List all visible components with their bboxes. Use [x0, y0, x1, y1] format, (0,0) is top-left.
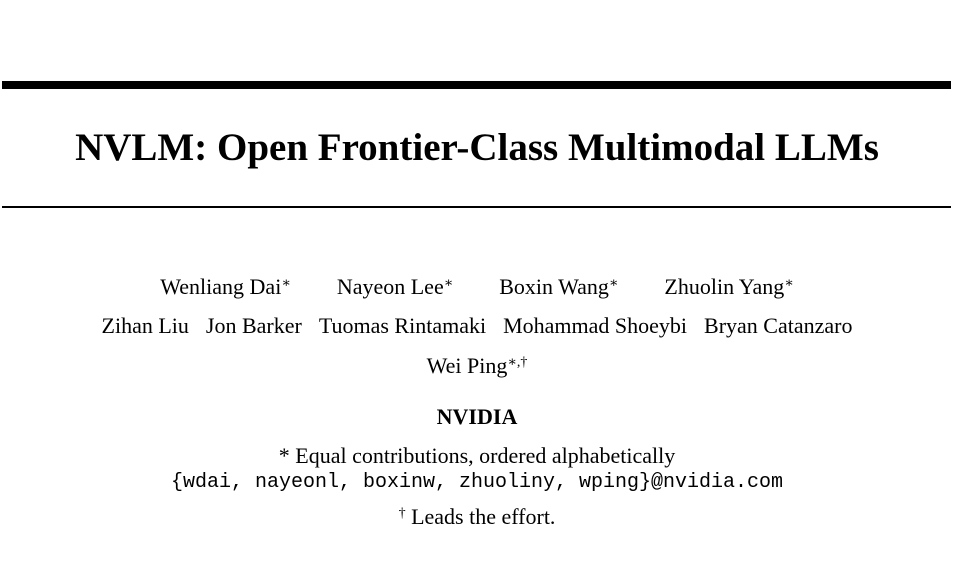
top-rule [2, 81, 951, 89]
lead-note [0, 503, 954, 531]
author-name: Boxin Wang [499, 274, 609, 299]
author-emails: {wdai, nayeonl, boxinw, zhuoliny, wping}@nvidia.com [170, 471, 784, 494]
dagger-mark: † [398, 506, 406, 521]
author-name: Tuomas Rintamaki [318, 313, 487, 338]
paper-title: NVLM: Open Frontier-Class Multimodal LLMs [75, 126, 879, 169]
author-name: Bryan Catanzaro [704, 313, 853, 338]
affiliation: NVIDIA [436, 404, 518, 429]
equal-contribution-note: * Equal contributions, ordered alphabetically [278, 443, 676, 468]
author-name: Jon Barker [205, 313, 302, 338]
author-name: Nayeon Lee [336, 274, 444, 299]
author-name: Zhuolin Yang [664, 274, 785, 299]
author-name: Wenliang Dai [160, 274, 282, 299]
lead-note-text: Leads the effort. [405, 504, 556, 529]
author-row-3 [0, 352, 954, 380]
author [499, 274, 618, 299]
author-name: Zihan Liu [101, 313, 189, 338]
author [664, 274, 793, 299]
author-name: Wei Ping [426, 353, 508, 378]
author-mark: ∗ [443, 276, 454, 291]
author-mark: ∗ [784, 276, 794, 291]
author-row-2 [0, 312, 954, 340]
author-name: Mohammad Shoeybi [503, 313, 688, 338]
author-mark: ∗ [608, 276, 619, 291]
author [337, 274, 453, 299]
author-mark: ∗,† [507, 355, 528, 370]
author [427, 353, 528, 378]
author [160, 274, 291, 299]
author-row-1 [0, 273, 954, 301]
bottom-rule [2, 206, 951, 208]
author-mark: ∗ [281, 276, 291, 291]
